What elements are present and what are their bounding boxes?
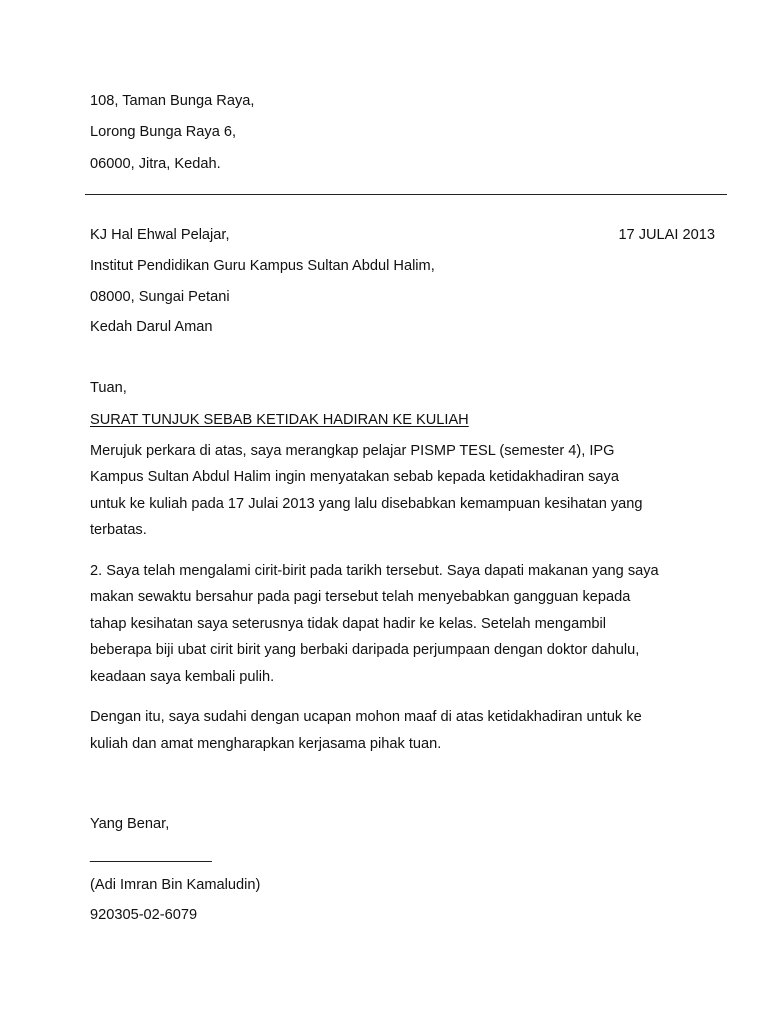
ic-number: 920305-02-6079 — [90, 907, 198, 923]
valediction: Yang Benar, — [90, 816, 170, 832]
paragraph-1-line-1: Merujuk perkara di atas, saya merangkap pelajar PISMP TESL (semester 4), IPG — [90, 443, 615, 459]
recipient-address-line-1: KJ Hal Ehwal Pelajar, — [90, 227, 230, 243]
paragraph-3-line-2: kuliah dan amat mengharapkan kerjasama pihak tuan. — [90, 736, 442, 752]
signature-line: _______________ — [90, 847, 212, 863]
paragraph-1-line-3: untuk ke kuliah pada 17 Julai 2013 yang lalu disebabkan kemampuan kesihatan yang — [90, 496, 643, 512]
paragraph-2-line-5: keadaan saya kembali pulih. — [90, 669, 275, 685]
subject-line: SURAT TUNJUK SEBAB KETIDAK HADIRAN KE KULIAH — [90, 412, 469, 428]
paragraph-2-line-2: makan sewaktu bersahur pada pagi tersebut telah menyebabkan gangguan kepada — [90, 589, 631, 605]
signatory-name: (Adi Imran Bin Kamaludin) — [90, 877, 261, 893]
address-divider — [85, 194, 727, 195]
recipient-address-line-4: Kedah Darul Aman — [90, 319, 213, 335]
salutation: Tuan, — [90, 380, 127, 396]
paragraph-2-line-4: beberapa biji ubat cirit birit yang berbaki daripada perjumpaan dengan doktor dahulu, — [90, 642, 640, 658]
recipient-address-line-3: 08000, Sungai Petani — [90, 289, 230, 305]
sender-address-line-3: 06000, Jitra, Kedah. — [90, 156, 221, 172]
paragraph-3-line-1: Dengan itu, saya sudahi dengan ucapan mohon maaf di atas ketidakhadiran untuk ke — [90, 709, 642, 725]
recipient-address-line-2: Institut Pendidikan Guru Kampus Sultan Abdul Halim, — [90, 258, 435, 274]
letter-date: 17 JULAI 2013 — [618, 227, 715, 243]
sender-address-line-2: Lorong Bunga Raya 6, — [90, 124, 237, 140]
sender-address-line-1: 108, Taman Bunga Raya, — [90, 93, 255, 109]
paragraph-2-line-3: tahap kesihatan saya seterusnya tidak dapat hadir ke kelas. Setelah mengambil — [90, 616, 606, 632]
paragraph-1-line-2: Kampus Sultan Abdul Halim ingin menyatakan sebab kepada ketidakhadiran saya — [90, 469, 619, 485]
paragraph-2-line-1: 2. Saya telah mengalami cirit-birit pada tarikh tersebut. Saya dapati makanan yang saya — [90, 563, 659, 579]
paragraph-1-line-4: terbatas. — [90, 522, 147, 538]
